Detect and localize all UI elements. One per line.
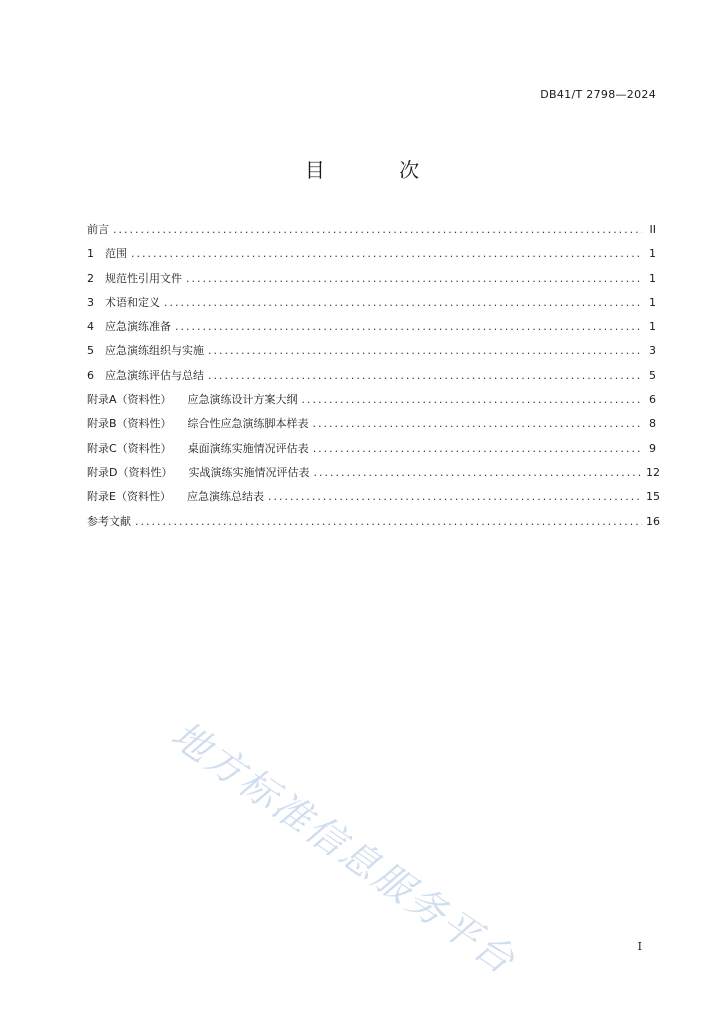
toc-entry-label: 实战演练实施情况评估表: [188, 465, 310, 479]
toc-entry-label: 桌面演练实施情况评估表: [187, 441, 309, 455]
watermark: 地方标准信息服务平台: [163, 712, 525, 984]
toc-entry-annex-d[interactable]: [87, 461, 660, 485]
toc-entry-page: 12: [646, 465, 660, 479]
toc-leader-dots: [313, 412, 642, 436]
toc-entry-number: 6: [87, 368, 94, 382]
toc-entry-terms-definitions[interactable]: [87, 291, 656, 315]
toc-entry-label: 参考文献: [87, 514, 131, 528]
toc-entry-label: 应急演练总结表: [186, 490, 264, 504]
toc-leader-dots: [186, 267, 642, 291]
toc-entry-drill-organization[interactable]: [87, 339, 656, 363]
toc-annex-prefix: 附录C（资料性）: [87, 441, 172, 455]
toc-entry-page: 1: [649, 295, 656, 309]
toc-annex-prefix: 附录A（资料性）: [87, 393, 172, 407]
toc-leader-dots: [313, 461, 642, 485]
toc-entry-annex-b[interactable]: [87, 412, 656, 436]
toc-entry-page: II: [649, 223, 656, 236]
toc-entry-annex-a[interactable]: [87, 388, 656, 412]
toc-leader-dots: [268, 485, 642, 509]
toc-entry-annex-e[interactable]: [87, 485, 660, 509]
toc-entry-label: 综合性应急演练脚本样表: [187, 417, 309, 431]
toc-title: 目 次: [304, 158, 454, 182]
toc-entry-number: 1: [87, 247, 94, 261]
toc-entry-drill-preparation[interactable]: [87, 315, 656, 339]
toc-entry-label: 术语和定义: [105, 295, 160, 309]
toc-entry-page: 15: [646, 490, 660, 504]
toc-entry-label: 应急演练准备: [105, 320, 171, 334]
toc-entry-label: 规范性引用文件: [105, 271, 182, 285]
toc-entry-number: 4: [87, 320, 94, 334]
toc-entry-label: 范围: [105, 247, 127, 261]
toc-leader-dots: [302, 388, 642, 412]
toc-entry-normative-references[interactable]: [87, 267, 656, 291]
toc-entry-label: 应急演练组织与实施: [105, 344, 204, 358]
toc-entry-page: 3: [649, 344, 656, 358]
toc-leader-dots: [208, 364, 642, 388]
toc-entry-page: 1: [649, 271, 656, 285]
toc-entry-page: 8: [649, 417, 656, 431]
toc-entry-foreword[interactable]: [87, 218, 656, 242]
toc-leader-dots: [131, 242, 642, 266]
toc-entry-drill-evaluation[interactable]: [87, 364, 656, 388]
toc-entry-number: 2: [87, 271, 94, 285]
toc-entry-bibliography[interactable]: [87, 510, 660, 534]
toc-leader-dots: [113, 218, 642, 242]
page-number: I: [637, 940, 642, 953]
toc-annex-prefix: 附录D（资料性）: [87, 465, 173, 479]
toc-annex-prefix: 附录B（资料性）: [87, 417, 172, 431]
toc-entry-number: 5: [87, 344, 94, 358]
toc-entry-page: 6: [649, 393, 656, 407]
toc-entry-page: 1: [649, 320, 656, 334]
toc-entry-page: 16: [646, 514, 660, 528]
document-code: DB41/T 2798—2024: [540, 88, 656, 101]
toc-leader-dots: [208, 339, 642, 363]
toc-leader-dots: [164, 291, 642, 315]
toc-entry-scope[interactable]: [87, 242, 656, 266]
toc-leader-dots: [135, 510, 642, 534]
toc-entry-number: 3: [87, 295, 94, 309]
toc-entry-label: 前言: [87, 223, 109, 236]
toc-annex-prefix: 附录E（资料性）: [87, 490, 171, 504]
toc-entry-label: 应急演练评估与总结: [105, 368, 204, 382]
toc-leader-dots: [175, 315, 642, 339]
toc-entry-page: 9: [649, 441, 656, 455]
toc-entry-page: 5: [649, 368, 656, 382]
toc-entry-label: 应急演练设计方案大纲: [187, 393, 298, 407]
table-of-contents: [87, 218, 660, 534]
toc-entry-page: 1: [649, 247, 656, 261]
toc-entry-annex-c[interactable]: [87, 437, 656, 461]
toc-leader-dots: [313, 437, 642, 461]
